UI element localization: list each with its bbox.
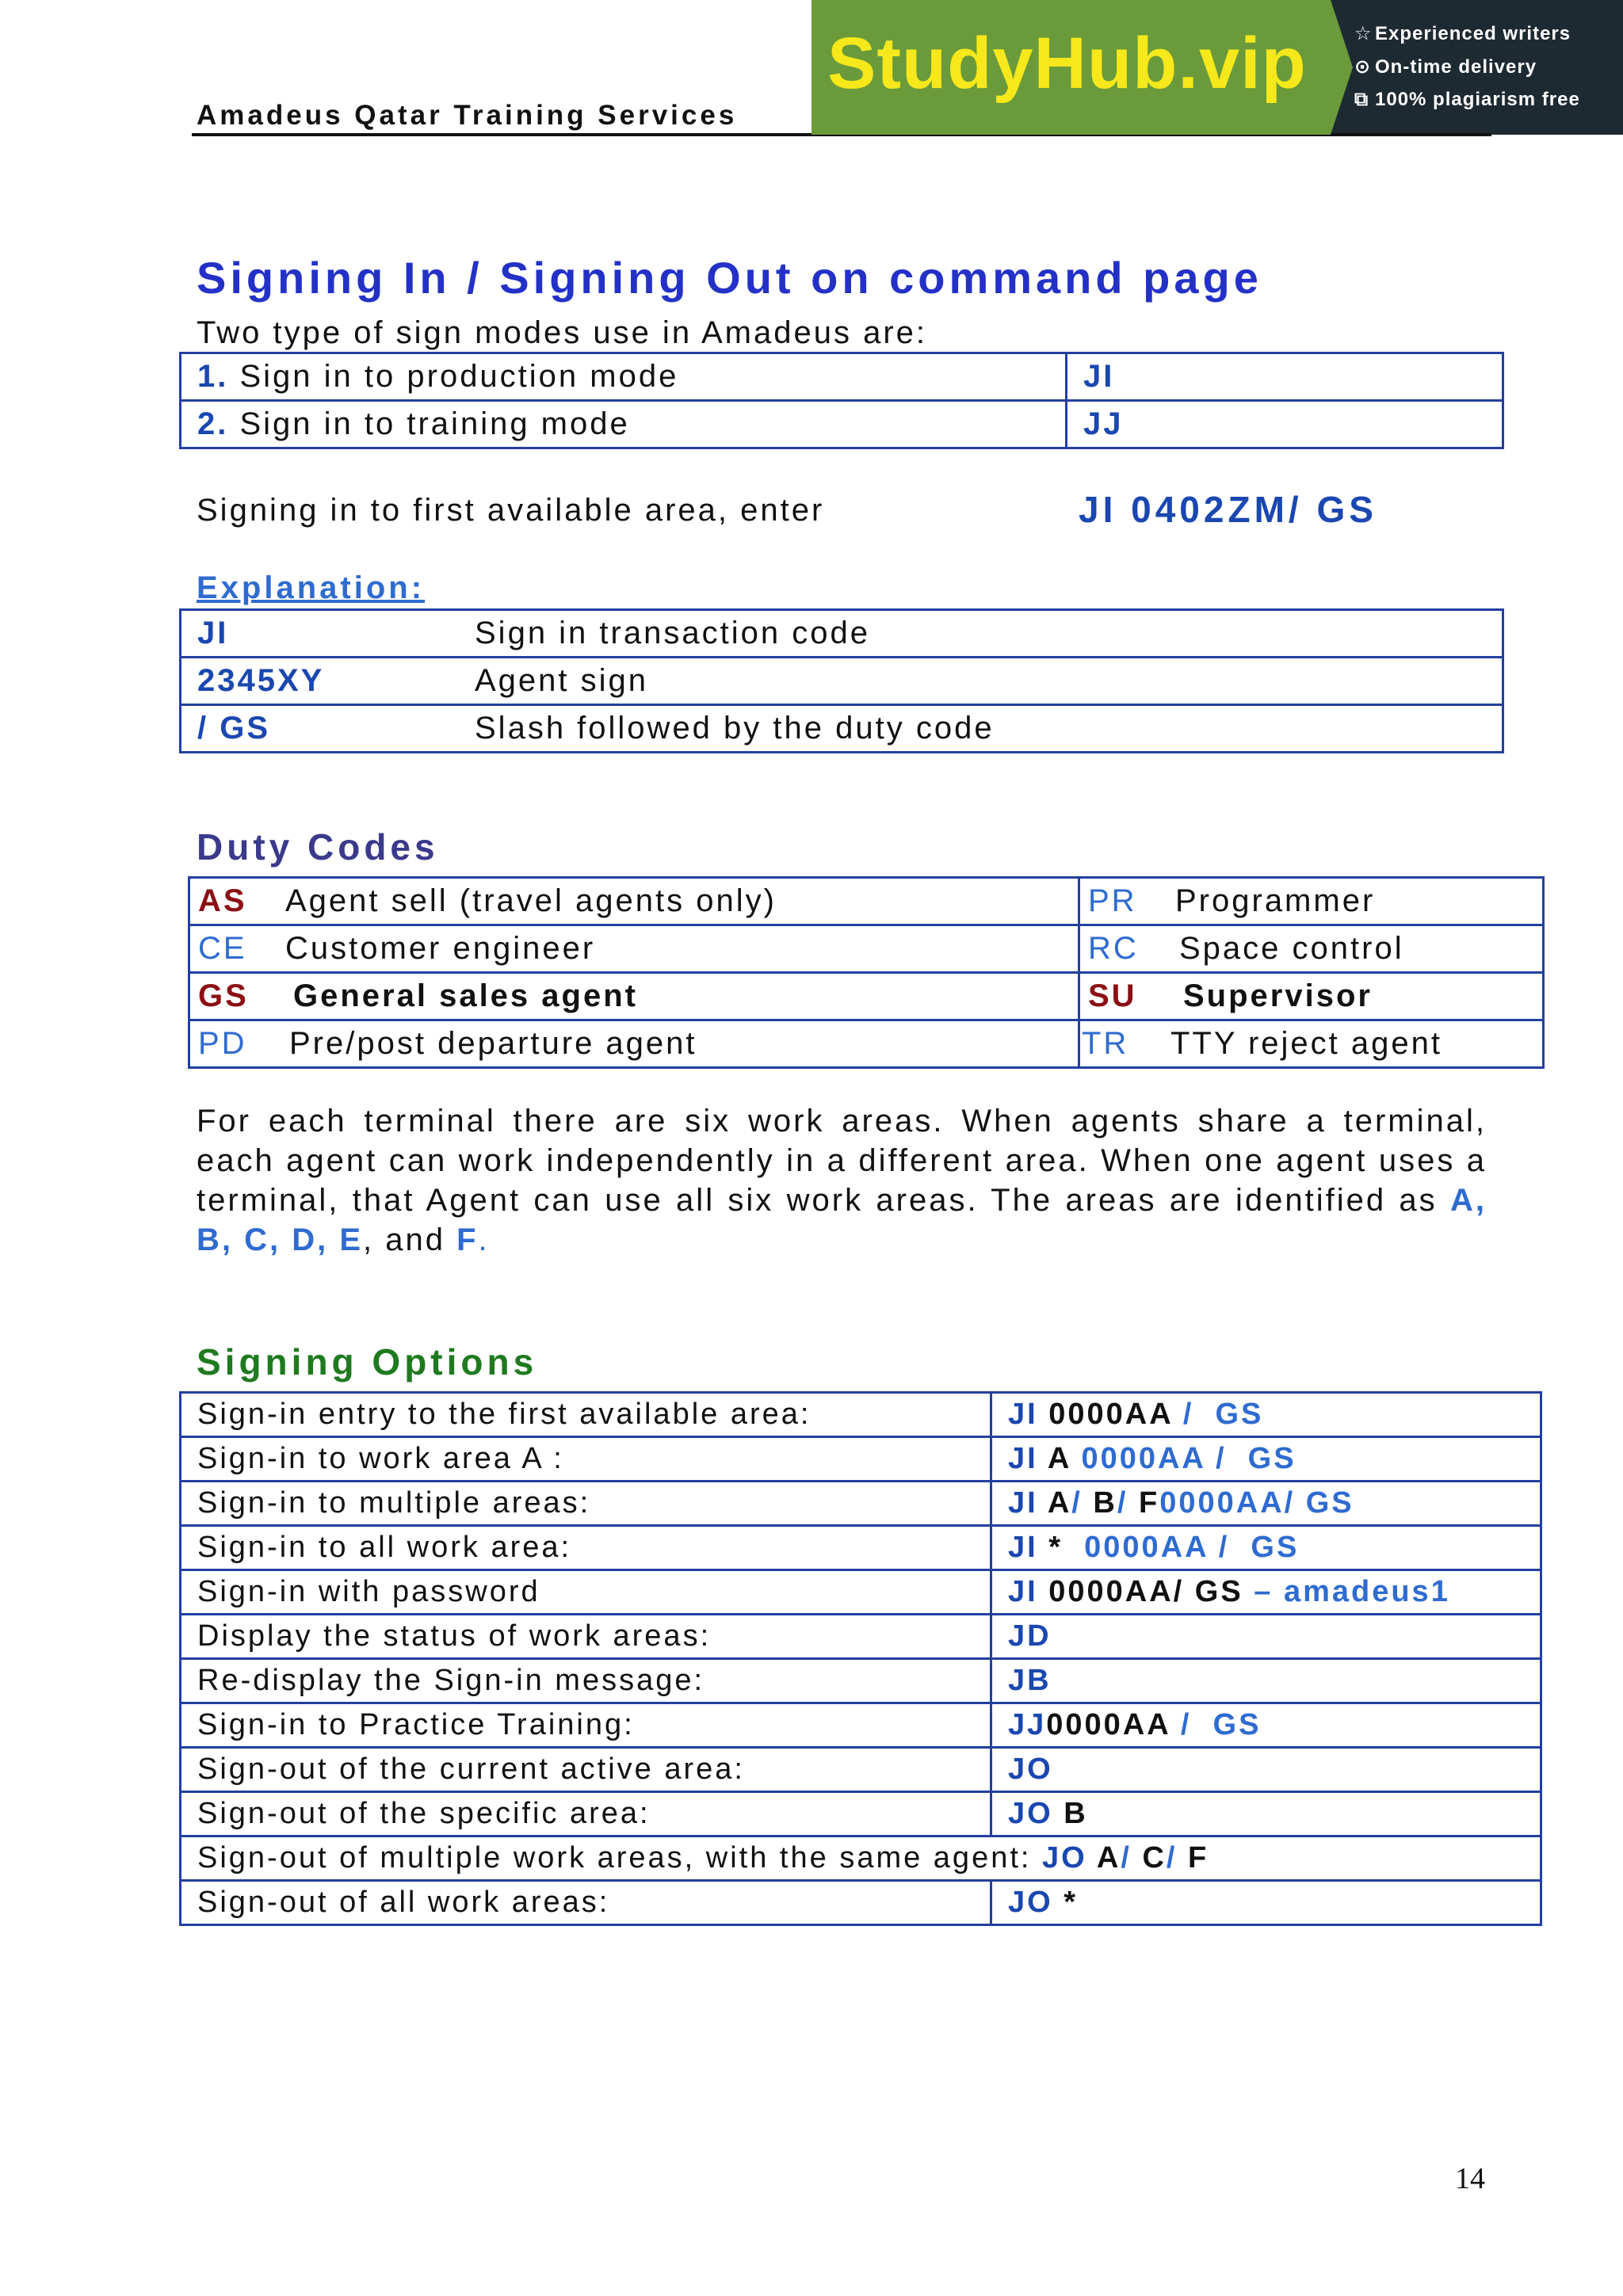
option-command-part: JO [1042, 1841, 1097, 1875]
table-row [189, 925, 1544, 973]
option-command-part: 0000AA/ GS [1159, 1486, 1354, 1520]
option-command-part: JI [1008, 1442, 1048, 1475]
option-command-part: JI [1008, 1575, 1049, 1608]
option-command-part: JD [1008, 1619, 1052, 1653]
option-label-cell [181, 1437, 991, 1482]
mode-label-cell [181, 401, 1067, 448]
option-label-cell [181, 1482, 991, 1526]
page-title: Signing In / Signing Out on command page [197, 253, 1262, 303]
mode-number: 2. [197, 406, 229, 441]
explanation-code-cell [181, 705, 475, 753]
option-command-part: JB [1008, 1664, 1052, 1697]
option-command-part: 0000AA [1048, 1398, 1173, 1431]
duty-desc: Agent sell (travel agents only) [285, 883, 777, 918]
table-row [181, 610, 1503, 658]
option-command-part: 0000AA / GS [1084, 1531, 1300, 1564]
page-number: 14 [1455, 2162, 1485, 2195]
duty-right-cell [1079, 973, 1544, 1020]
signing-options-heading: Signing Options [197, 1341, 538, 1383]
explanation-desc: Slash followed by the duty code [475, 705, 1503, 753]
ad-banner[interactable] [812, 0, 1623, 135]
option-label: Sign-out of the current active area: [197, 1753, 745, 1786]
option-command-cell [991, 1615, 1541, 1659]
header-title: Amadeus Qatar Training Services [197, 100, 738, 131]
table-row [181, 1526, 1541, 1570]
banner-feature-text: Experienced writers [1375, 23, 1571, 44]
banner-feature-text: 100% plagiarism free [1375, 89, 1580, 110]
option-command-part: / [1117, 1486, 1139, 1520]
mode-code-cell [1067, 353, 1503, 401]
table-row [181, 1748, 1541, 1792]
duty-desc: TTY reject agent [1170, 1026, 1442, 1061]
star-icon: ☆ [1354, 23, 1373, 44]
option-command-part: * [1048, 1531, 1085, 1564]
option-command-part: / [1166, 1841, 1189, 1875]
signing-options-body [181, 1393, 1541, 1925]
option-command-part: F [1139, 1486, 1160, 1520]
option-label-cell [181, 1748, 991, 1792]
explanation-code: JI [197, 616, 229, 650]
option-command-part: A [1096, 1841, 1121, 1875]
option-label-cell [181, 1881, 991, 1925]
option-command-part: C [1142, 1841, 1167, 1875]
table-row [181, 1570, 1541, 1615]
banner-feature [1354, 55, 1537, 78]
mode-number: 1. [197, 359, 229, 394]
option-label-cell [181, 1659, 991, 1703]
table-row [181, 1659, 1541, 1703]
first-area-code: JI 0402ZM/ GS [1079, 489, 1377, 530]
option-command-cell [991, 1748, 1541, 1792]
option-label: Display the status of work areas: [197, 1619, 712, 1653]
duty-right-cell [1079, 1020, 1544, 1068]
option-command-cell [991, 1570, 1541, 1615]
banner-green-panel [812, 0, 1331, 135]
option-command-cell [991, 1526, 1541, 1570]
duty-code: AS [198, 883, 247, 918]
paragraph-text: For each terminal there are six work areas. When agents share a terminal, each agent can work independently in a different area. When one agent uses a terminal, that Agent can use all six work areas. The areas are identified as [197, 1104, 1487, 1218]
option-label: Sign-in to all work area: [197, 1531, 572, 1564]
table-row [181, 1836, 1541, 1881]
banner-feature-text: On-time delivery [1375, 56, 1537, 78]
banner-feature [1354, 22, 1571, 45]
option-command-part: 0000AA [1046, 1708, 1181, 1741]
option-command-cell [991, 1659, 1541, 1703]
first-area-label: Signing in to first available area, enter [197, 493, 825, 528]
option-command-cell [991, 1482, 1541, 1526]
duty-left-cell [189, 878, 1079, 925]
option-command-cell [991, 1792, 1541, 1836]
option-command-part: 0000AA / GS [1081, 1442, 1296, 1475]
area-letter-last: F [456, 1222, 479, 1257]
option-label-cell [181, 1703, 991, 1748]
duty-left-cell [189, 925, 1079, 973]
paragraph-end: . [478, 1222, 490, 1257]
explanation-desc: Sign in transaction code [475, 610, 1503, 658]
explanation-table [179, 608, 1504, 753]
signing-options-table [179, 1391, 1542, 1926]
option-label-cell [181, 1836, 1541, 1881]
explanation-heading: Explanation: [197, 570, 426, 605]
duty-code: TR [1082, 1026, 1129, 1061]
table-row [181, 401, 1503, 448]
work-areas-paragraph [197, 1101, 1487, 1260]
duty-desc: Pre/post departure agent [289, 1026, 697, 1061]
option-label: Sign-out of multiple work areas, with the same agent: [197, 1841, 1032, 1875]
option-label: Sign-in to multiple areas: [197, 1486, 591, 1520]
option-label-cell [181, 1526, 991, 1570]
mode-label: Sign in to production mode [239, 359, 679, 394]
duty-desc: Programmer [1175, 883, 1376, 918]
option-command-part: JI [1008, 1398, 1049, 1431]
option-command-part: B [1064, 1797, 1088, 1830]
table-row [181, 1615, 1541, 1659]
table-row [181, 1792, 1541, 1836]
paragraph-and: , and [363, 1222, 457, 1257]
duty-code: RC [1088, 931, 1139, 966]
duty-left-cell [189, 973, 1079, 1020]
option-label: Sign-in entry to the first available area: [197, 1398, 812, 1431]
option-command-part: JI [1008, 1486, 1048, 1520]
option-command-part: JO [1008, 1797, 1064, 1830]
option-command-cell [991, 1437, 1541, 1482]
option-command-part: JO [1008, 1753, 1053, 1786]
sign-modes-table [179, 352, 1504, 449]
option-command-part: * [1064, 1886, 1079, 1919]
option-command-cell [991, 1393, 1541, 1437]
mode-code-cell [1067, 401, 1503, 448]
table-row [181, 1703, 1541, 1748]
area-letters: A, B, C, D, E [197, 1183, 1487, 1257]
option-label-cell [181, 1792, 991, 1836]
banner-brand-logo: StudyHub.vip [827, 23, 1307, 104]
duty-left-cell [189, 1020, 1079, 1068]
duty-code: PR [1088, 883, 1137, 918]
option-label: Sign-in to Practice Training: [197, 1708, 635, 1741]
intro-text: Two type of sign modes use in Amadeus are: [197, 315, 927, 350]
option-command-part: A [1047, 1442, 1082, 1475]
mode-label-cell [181, 353, 1067, 401]
option-command-part: GS [1215, 1398, 1264, 1431]
banner-arrow [1331, 0, 1353, 135]
option-label: Sign-in to work area A : [197, 1442, 564, 1475]
duty-desc: Supervisor [1183, 978, 1373, 1013]
duty-right-cell [1079, 925, 1544, 973]
option-command-part: JJ [1008, 1708, 1047, 1741]
option-label: Sign-out of all work areas: [197, 1886, 610, 1919]
table-row [189, 878, 1544, 925]
option-label: Sign-in with password [197, 1575, 540, 1608]
explanation-code: 2345XY [197, 663, 325, 698]
option-command-part: 0000AA/ GS [1048, 1575, 1254, 1608]
table-row [189, 1020, 1544, 1068]
option-label: Re-display the Sign-in message: [197, 1664, 705, 1697]
explanation-code: / GS [197, 711, 271, 746]
mode-label: Sign in to training mode [239, 406, 630, 441]
option-command-cell [991, 1881, 1541, 1925]
duty-code: CE [198, 931, 247, 966]
copy-icon: ⧉ [1354, 89, 1369, 110]
option-command-part: F [1188, 1841, 1209, 1875]
table-row [181, 1482, 1541, 1526]
table-row [189, 973, 1544, 1020]
duty-code: PD [198, 1026, 247, 1061]
mode-code: JJ [1083, 406, 1124, 441]
clock-icon: ⊙ [1354, 56, 1372, 78]
table-row [181, 1393, 1541, 1437]
table-row [181, 705, 1503, 753]
option-command-part: / GS [1180, 1708, 1262, 1741]
table-row [181, 353, 1503, 401]
duty-code: GS [198, 978, 249, 1013]
duty-desc: Space control [1179, 931, 1404, 966]
option-command-part: / [1121, 1841, 1143, 1875]
duty-codes-heading: Duty Codes [197, 826, 439, 868]
banner-feature [1354, 89, 1580, 111]
option-command-part: / [1172, 1398, 1216, 1431]
table-row [181, 1437, 1541, 1482]
option-command-part: JI [1008, 1531, 1049, 1564]
explanation-code-cell [181, 610, 475, 658]
option-label: Sign-out of the specific area: [197, 1797, 651, 1830]
explanation-desc: Agent sign [475, 658, 1503, 705]
option-command-part: A [1047, 1486, 1072, 1520]
duty-desc: Customer engineer [285, 931, 596, 966]
mode-code: JI [1083, 359, 1115, 394]
option-label-cell [181, 1393, 991, 1437]
option-command-cell [991, 1703, 1541, 1748]
option-command-part: B [1093, 1486, 1117, 1520]
explanation-code-cell [181, 658, 475, 705]
duty-code: SU [1088, 978, 1137, 1013]
table-row [181, 658, 1503, 705]
duty-right-cell [1079, 878, 1544, 925]
option-label-cell [181, 1570, 991, 1615]
option-command-part: – amadeus1 [1254, 1575, 1450, 1608]
option-label-cell [181, 1615, 991, 1659]
option-command-part: JO [1008, 1886, 1064, 1919]
duty-desc: General sales agent [293, 978, 638, 1013]
option-command-part: / [1071, 1486, 1094, 1520]
table-row [181, 1881, 1541, 1925]
duty-codes-table [188, 876, 1545, 1069]
